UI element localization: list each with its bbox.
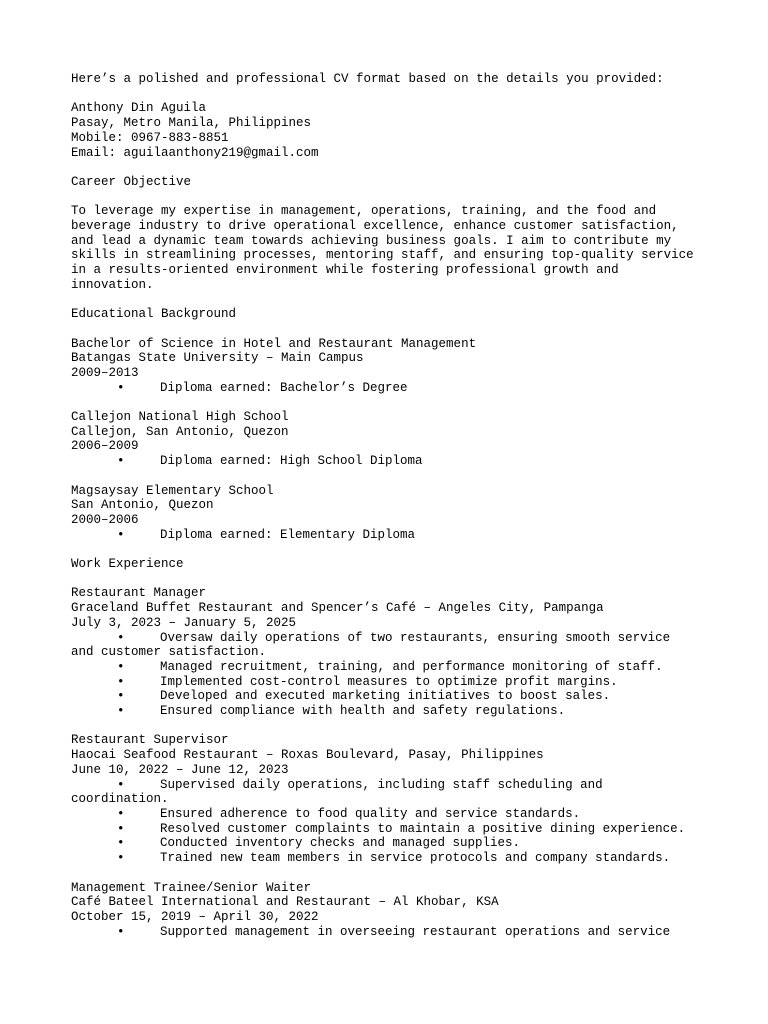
- objective-line: in a results-oriented environment while fostering professional growth and: [71, 263, 619, 278]
- job-bullet-item: [71, 778, 711, 793]
- bullet-icon: •: [117, 836, 125, 851]
- job-company: Haocai Seafood Restaurant – Roxas Boulevard, Pasay, Philippines: [71, 748, 544, 763]
- spacer: [71, 866, 711, 881]
- job-bullet-continuation: coordination.: [71, 792, 169, 807]
- bullet-icon: •: [117, 777, 125, 792]
- objective-line: To leverage my expertise in management, operations, training, and the food and: [71, 204, 657, 219]
- education-bullet-text: Diploma earned: Bachelor’s Degree: [160, 380, 408, 395]
- job-bullet-item: [71, 822, 711, 837]
- bullet-icon: •: [117, 851, 125, 866]
- job-bullet-text: Developed and executed marketing initiatives to boost sales.: [160, 689, 611, 704]
- objective-paragraph: [71, 204, 711, 292]
- intro-text: Here’s a polished and professional CV format based on the details you provided:: [71, 72, 664, 86]
- job-bullet-text: Resolved customer complaints to maintain a positive dining experience.: [160, 821, 686, 836]
- bullet-icon: •: [117, 527, 125, 542]
- job-bullet-item: [71, 925, 711, 940]
- objective-line: skills in streamlining processes, mentoring staff, and ensuring top-quality service: [71, 248, 694, 263]
- job-dates: October 15, 2019 – April 30, 2022: [71, 909, 319, 924]
- job-bullet-item: [71, 704, 711, 719]
- education-years: 2009–2013: [71, 365, 139, 380]
- job-role: Restaurant Supervisor: [71, 733, 229, 748]
- spacer: [71, 293, 711, 308]
- job-company: Graceland Buffet Restaurant and Spencer’s Café – Angeles City, Pampanga: [71, 601, 604, 616]
- education-degree: Callejon National High School: [71, 410, 289, 425]
- job-bullet-item: [71, 689, 711, 704]
- education-degree: Magsaysay Elementary School: [71, 483, 274, 498]
- contact-name: Anthony Din Aguila: [71, 101, 207, 116]
- bullet-icon: •: [117, 821, 125, 836]
- job-entry: [71, 881, 711, 940]
- bullet-icon: •: [117, 807, 125, 821]
- job-bullet-item: [71, 851, 711, 866]
- job-entry: [71, 733, 711, 865]
- job-bullet-text: Implemented cost-control measures to optimize profit margins.: [160, 674, 618, 689]
- education-degree: Bachelor of Science in Hotel and Restaurant Management: [71, 336, 477, 351]
- job-bullet-text: Conducted inventory checks and managed supplies.: [160, 836, 521, 851]
- education-school: Callejon, San Antonio, Quezon: [71, 424, 289, 439]
- job-dates: July 3, 2023 – January 5, 2025: [71, 615, 297, 630]
- cv-document: [71, 72, 711, 939]
- education-school: Batangas State University – Main Campus: [71, 351, 364, 366]
- objective-line: innovation.: [71, 277, 154, 292]
- bullet-icon: •: [117, 674, 125, 689]
- bullet-icon: •: [117, 689, 125, 704]
- spacer: [71, 87, 711, 102]
- contact-email: Email: aguilaanthony219@gmail.com: [71, 145, 319, 160]
- education-bullet-text: Diploma earned: Elementary Diploma: [160, 527, 416, 542]
- bullet-icon: •: [117, 630, 125, 645]
- bullet-icon: •: [117, 924, 125, 939]
- spacer: [71, 395, 711, 410]
- job-bullet-text: Ensured adherence to food quality and service standards.: [160, 807, 581, 821]
- job-bullet-item: [71, 660, 711, 675]
- spacer: [71, 572, 711, 587]
- job-bullet-item: [71, 807, 711, 822]
- education-years: 2006–2009: [71, 439, 139, 454]
- education-bullet-item: [71, 528, 711, 543]
- job-role: Restaurant Manager: [71, 586, 207, 601]
- objective-heading: Career Objective: [71, 174, 192, 189]
- education-bullet-item: [71, 454, 711, 469]
- job-dates: June 10, 2022 – June 12, 2023: [71, 762, 289, 777]
- objective-line: and lead a dynamic team towards achieving business goals. I aim to contribute my: [71, 233, 672, 248]
- spacer: [71, 719, 711, 734]
- job-bullet-text: Oversaw daily operations of two restaurants, ensuring smooth service: [160, 630, 671, 645]
- bullet-icon: •: [117, 454, 125, 469]
- education-school: San Antonio, Quezon: [71, 498, 214, 513]
- job-bullet-text: Supported management in overseeing restaurant operations and service: [160, 924, 671, 939]
- job-bullet-item: [71, 631, 711, 646]
- job-bullet-text: Trained new team members in service protocols and company standards.: [160, 851, 671, 866]
- education-bullet-item: [71, 381, 711, 396]
- education-entry: [71, 410, 711, 469]
- job-bullet-continuation: and customer satisfaction.: [71, 645, 267, 660]
- job-entry: [71, 586, 711, 718]
- spacer: [71, 322, 711, 337]
- bullet-icon: •: [117, 380, 125, 395]
- education-years: 2000–2006: [71, 512, 139, 527]
- objective-line: beverage industry to drive operational excellence, enhance customer satisfaction,: [71, 218, 679, 233]
- education-bullet-text: Diploma earned: High School Diploma: [160, 454, 423, 469]
- spacer: [71, 160, 711, 175]
- bullet-icon: •: [117, 704, 125, 719]
- job-bullet-text: Managed recruitment, training, and performance monitoring of staff.: [160, 659, 663, 674]
- contact-block: [71, 101, 711, 160]
- job-role: Management Trainee/Senior Waiter: [71, 880, 312, 895]
- education-entry: [71, 337, 711, 396]
- education-entry: [71, 484, 711, 543]
- job-company: Café Bateel International and Restaurant – Al Khobar, KSA: [71, 895, 499, 910]
- job-bullet-text: Supervised daily operations, including staff scheduling and: [160, 777, 603, 792]
- job-bullet-text: Ensured compliance with health and safety regulations.: [160, 704, 566, 719]
- work-heading: Work Experience: [71, 557, 184, 572]
- contact-address: Pasay, Metro Manila, Philippines: [71, 116, 312, 131]
- bullet-icon: •: [117, 659, 125, 674]
- job-bullet-item: [71, 675, 711, 690]
- spacer: [71, 190, 711, 205]
- job-bullet-item: [71, 836, 711, 851]
- spacer: [71, 542, 711, 557]
- education-heading: Educational Background: [71, 307, 237, 322]
- spacer: [71, 469, 711, 484]
- contact-mobile: Mobile: 0967-883-8851: [71, 130, 229, 145]
